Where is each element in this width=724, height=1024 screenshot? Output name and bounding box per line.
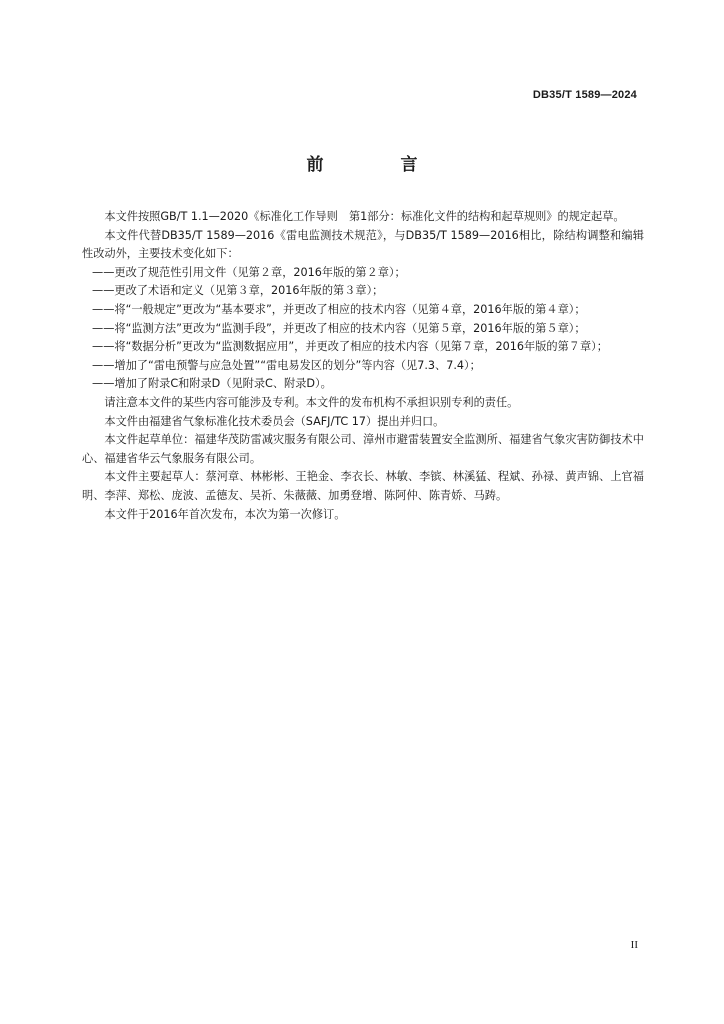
change-item: ——更改了规范性引用文件（见第２章，2016年版的第２章）； — [92, 265, 406, 279]
patent-notice: 请注意本文件的某些内容可能涉及专利。本文件的发布机构不承担识别专利的责任。 — [104, 395, 519, 409]
revision-history: 本文件于2016年首次发布，本次为第一次修订。 — [104, 507, 346, 521]
change-item: ——更改了术语和定义（见第３章，2016年版的第３章）； — [92, 284, 384, 298]
paragraph: 本文件按照GB/T 1.1—2020《标准化工作导则 第1部分：标准化文件的结构和起草规则》的规定起草。 — [104, 210, 625, 223]
document-body — [82, 208, 644, 524]
paragraph: 本文件代替DB35/T 1589—2016《雷电监测技术规范》，与DB35/T 1589—2016相比，除结构调整和编辑性改动外，主要技术变化如下： — [82, 228, 644, 261]
change-item: ——将“一般规定”更改为“基本要求”，并更改了相应的技术内容（见第４章，2016年版的第４章）； — [92, 302, 586, 316]
proposer-statement: 本文件由福建省气象标准化技术委员会（SAFJ/TC 17）提出并归口。 — [104, 414, 445, 428]
change-item: ——将“数据分析”更改为“监测数据应用”，并更改了相应的技术内容（见第７章，2016年版的第７章）； — [92, 340, 608, 354]
change-item: ——将“监测方法”更改为“监测手段”，并更改了相应的技术内容（见第５章，2016年版的第５章）； — [92, 321, 586, 335]
document-code: DB35/T 1589—2024 — [532, 89, 637, 101]
change-item: ——增加了“雷电预警与应急处置”“雷电易发区的划分”等内容（见7.3、7.4）； — [92, 358, 481, 372]
page-number: II — [630, 939, 638, 951]
drafting-units: 本文件起草单位：福建华茂防雷减灾服务有限公司、漳州市避雷装置安全监测所、福建省气象灾害防御技术中心、福建省华云气象服务有限公司。 — [82, 433, 644, 465]
drafters: 本文件主要起草人：蔡河章、林彬彬、王艳金、李衣长、林敏、李镔、林溪猛、程斌、孙禄、黄声锦、上官福明、李萍、郑松、庞波、孟德友、吴祈、朱薇薇、加勇登增、陈阿仲、陈青娇、马踌。 — [82, 470, 644, 502]
page-title: 前 言 — [306, 155, 448, 175]
change-item: ——增加了附录C和附录D（见附录C、附录D）。 — [92, 377, 332, 391]
